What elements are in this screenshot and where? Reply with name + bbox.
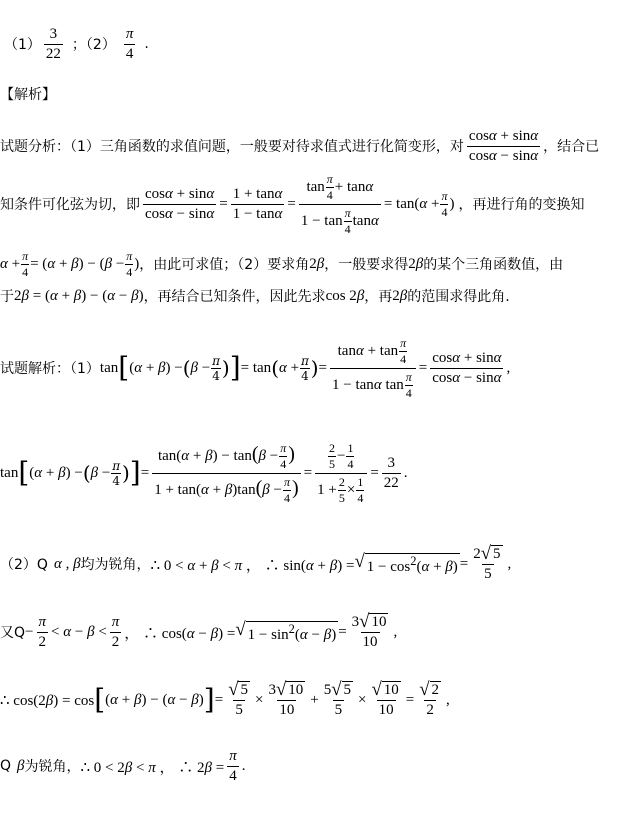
solution-line-6: Q β 为锐角， ∴ 0 < 2β < π ， ∴ 2β = $\frac{\pi}{4}$ . (0, 747, 246, 784)
analysis-line-2: 知条件可化弦为切，即 $\frac{\cos\alpha + \sin\alpha}{\cos\alpha - \sin\alpha}$ = $\frac{1 + \tan\alpha}{1 - \tan\alpha}$ = tan $\frac{\pi}{4}$ + tanα 1 − tan $\frac{\pi}{4}$ tanα = tan(α + $\frac{\pi}{4}$ ) ，再进行角的变换知 (0, 171, 585, 236)
solution-text-6: 为锐角， (24, 759, 81, 775)
solution-result-fraction: $\frac{3}{22}$ (383, 454, 399, 491)
answer-end: . (144, 36, 149, 52)
solution-fraction-4: 3 √ 10 10 (351, 610, 387, 651)
analysis-line-4: 于 2β = (α + β) − (α − β) ，再结合已知条件，因此先求 cos 2β ，再 2β 的范围求得此角. (0, 287, 510, 305)
fraction-neg-pi-2: $\frac{\pi}{2}$ (38, 613, 47, 650)
answer-part1-fraction: 3 22 (45, 25, 61, 62)
analysis-text-4c: ，再 (364, 289, 393, 305)
answer-separator: ；（2） (71, 37, 116, 53)
analysis-text-3a: ，由此可求值；（2）要求角 (139, 257, 310, 273)
analysis-fraction-2b: $\frac{1 + \tan\alpha}{1 - \tan\alpha}$ (232, 185, 283, 222)
analysis-text-4a: 于 (0, 289, 14, 305)
analysis-fraction-2a: $\frac{\cos\alpha + \sin\alpha}{\cos\alpha - \sin\alpha}$ (145, 185, 215, 222)
analysis-line-1 (0, 124, 599, 168)
solution-fraction-1b: $\frac{\cos\alpha + \sin\alpha}{\cos\alpha - \sin\alpha}$ (432, 349, 502, 386)
analysis-line-3: α + $\frac{\pi}{4}$ = (α + β) − (β − $\frac{\pi}{4}$ ) ，由此可求值；（2）要求角 2β ，一般要求得 2β 的某个三角函数值，由 (0, 248, 564, 279)
sqrt-expr-2: √ $1 - \sin^2(\alpha - \beta)$ (235, 618, 337, 643)
analysis-text-3b: ，一般要求得 (324, 257, 409, 273)
solution-label-4: 又Q (0, 625, 26, 641)
analysis-heading: 【解析】 (0, 87, 56, 103)
solution-label-1: 试题解析：（1） (0, 361, 100, 377)
final-fraction: $\frac{\pi}{4}$ (229, 747, 237, 784)
solution-line-1: 试题解析：（1） tan [ (α + β) − ( β − $\frac{\pi}{4}$ ) ] = tan ( α + $\frac{\pi}{4}$ ) = tanα + tan $\frac{\pi}{4}$ 1 − tanα tan $\frac{\pi}{4}$ = $\frac{\cos\alpha + \sin\alpha}{\cos\alpha - \sin\alpha}$ , (0, 335, 511, 400)
analysis-text-1b: ，结合已 (543, 139, 600, 155)
solution-line-3: （2）Q α , β 均为锐角， ∴ 0 < α + β < π ， ∴ sin(α + β) = √ $1 - \cos^2(\alpha + \beta)$ = 2 √ 5 5 , (0, 542, 512, 583)
solution-label-6: Q (0, 758, 12, 774)
analysis-text-2b: ，再进行角的变换知 (458, 197, 585, 213)
fraction-pi-2: π 2 (111, 613, 120, 650)
solution-line-2: tan [ (α + β) − ( β − $\frac{\pi}{4}$ ) ] = tan(α + β) − tan(β − $\frac{\pi}{4}$ ) 1 + tan(α + β)tan(β − $\frac{\pi}{4}$ ) = $\frac{2}{5}$ − $\frac{1}{4}$ 1 + $\frac{2}{5}$ × $\frac{1}{4}$ = $\frac{3}{22}$ . (0, 440, 408, 505)
solution-line-5: ∴ cos(2β) = cos [ (α + β) − (α − β) ] = √ 5 5 × 3 √ 10 10 + 5 √ 5 5 × √ 10 10 = √ 2 2 , (0, 678, 450, 719)
solution-fraction-2b: $\frac{2}{5}$ − $\frac{1}{4}$ 1 + $\frac{2}{5}$ × $\frac{1}{4}$ (315, 441, 367, 506)
analysis-fraction-2c: tan $\frac{\pi}{4}$ + tanα 1 − tan $\frac{\pi}{4}$ tanα (300, 171, 379, 236)
solution-part2-label: （2）Q (0, 557, 48, 573)
solution-fraction-3: 2 √ 5 5 (473, 542, 501, 583)
sqrt-expr-1: √ $1 - \cos^2(\alpha + \beta)$ (354, 550, 458, 575)
solution-fraction-2a: tan(α + β) − tan(β − $\frac{\pi}{4}$ ) 1 + tan(α + β)tan(β − $\frac{\pi}{4}$ ) (154, 440, 299, 505)
analysis-text-3c: 的某个三角函数值，由 (423, 257, 564, 273)
answer-line (4, 22, 149, 66)
solution-part2-text: 均为锐角， (80, 557, 151, 573)
analysis-text-1a: 试题分析：（1）三角函数的求值问题，一般要对待求值式进行化简变形，对 (0, 139, 464, 155)
solution-fraction-1a: tanα + tan $\frac{\pi}{4}$ 1 − tanα tan $\frac{\pi}{4}$ (330, 336, 416, 401)
analysis-fraction-1: cosα + sinα cosα − sinα (468, 127, 539, 164)
answer-part1-label: （1） (4, 37, 41, 53)
answer-part2-fraction: π 4 (125, 25, 134, 62)
solution-line-4: 又Q − $\frac{\pi}{2}$ < α − β < π 2 ， ∴ cos(α − β) = √ $1 - \sin^2(\alpha - \beta)$ = 3 √ 10 10 , (0, 610, 398, 651)
analysis-text-4b: ，再结合已知条件，因此先求 (143, 289, 326, 305)
analysis-text-2a: 知条件可化弦为切，即 (0, 197, 140, 213)
analysis-text-4d: 的范围求得此角. (407, 289, 510, 305)
